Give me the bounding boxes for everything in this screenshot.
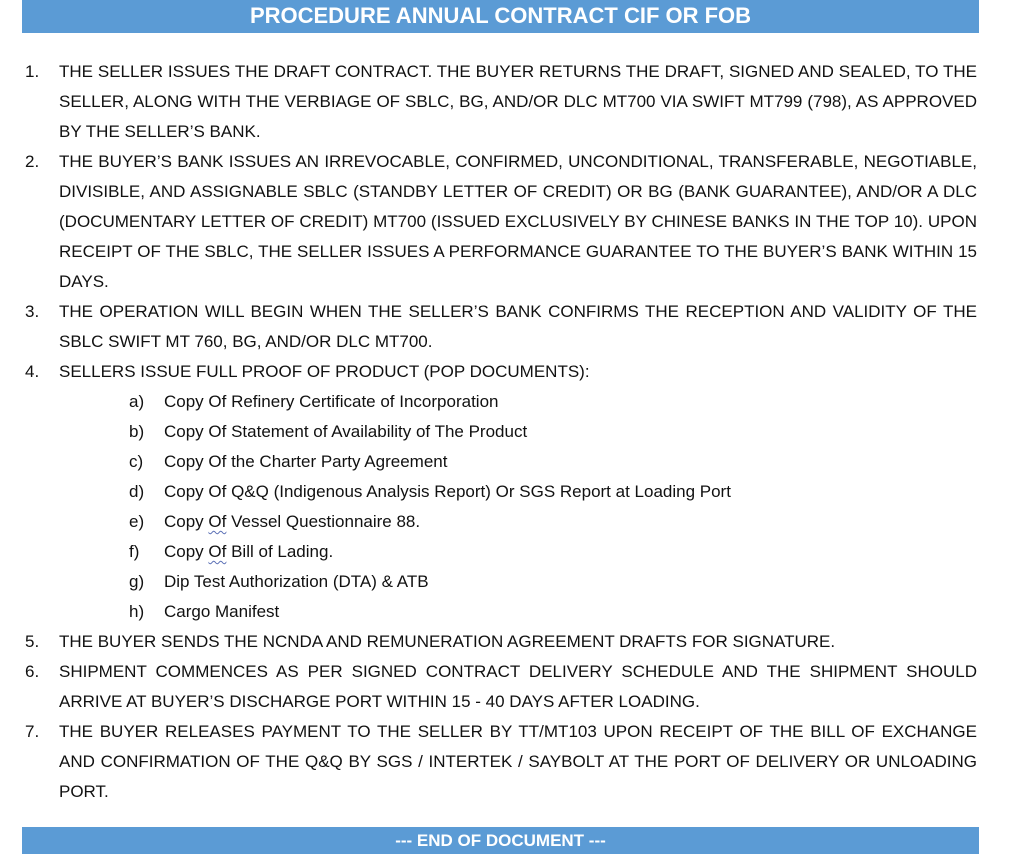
list-item [0,297,1024,357]
sub-list-item [0,477,1024,507]
spellcheck-flagged-word: Of [208,542,227,561]
sub-item-letter: b) [129,422,145,441]
sub-item-letter: c) [129,452,144,471]
sub-list-item [0,387,1024,417]
item-text: SELLERS ISSUE FULL PROOF OF PRODUCT (POP DOCUMENTS): [59,362,590,381]
list-item [0,147,1024,297]
list-item [0,717,1024,807]
sub-item-text-pre: Copy [164,542,209,561]
item-text: THE BUYER SENDS THE NCNDA AND REMUNERATION AGREEMENT DRAFTS FOR SIGNATURE. [59,632,836,651]
item-number: 5. [25,632,40,651]
sub-item-letter: h) [129,602,145,621]
item-number: 7. [25,722,40,741]
sub-list-item [0,417,1024,447]
list-item [0,657,1024,717]
sub-item-letter: f) [129,542,140,561]
sub-list-item [0,447,1024,477]
item-text: THE BUYER RELEASES PAYMENT TO THE SELLER BY TT/MT103 UPON RECEIPT OF THE BILL OF EXCHANGE AND CONFIRMATION OF THE Q&Q BY SGS / INTERTEK / SAYBOLT AT THE PORT OF DELIVERY OR UNLOADING PORT. [59,722,977,801]
sub-list-item [0,597,1024,627]
sub-item-letter: a) [129,392,145,411]
item-text: SHIPMENT COMMENCES AS PER SIGNED CONTRACT DELIVERY SCHEDULE AND THE SHIPMENT SHOULD ARRIVE AT BUYER’S DISCHARGE PORT WITHIN 15 - 40 DAYS AFTER LOADING. [59,662,977,711]
sub-item-text: Cargo Manifest [164,602,280,621]
sub-list-item [0,537,1024,567]
list-item [0,627,1024,657]
procedure-list [0,57,1024,807]
sub-item-letter: d) [129,482,145,501]
item-text: THE SELLER ISSUES THE DRAFT CONTRACT. THE BUYER RETURNS THE DRAFT, SIGNED AND SEALED, TO THE SELLER, ALONG WITH THE VERBIAGE OF SBLC, BG, AND/OR DLC MT700 VIA SWIFT MT799 (798), AS APPROVED BY THE SELLER’S BANK. [59,62,977,141]
sub-item-text-pre: Copy [164,512,209,531]
sub-item-text-post: Vessel Questionnaire 88. [226,512,421,531]
sub-item-text [164,507,420,537]
list-item [0,57,1024,147]
sub-item-letter: e) [129,512,145,531]
sub-item-text [164,537,333,567]
item-text: THE OPERATION WILL BEGIN WHEN THE SELLER’S BANK CONFIRMS THE RECEPTION AND VALIDITY OF THE SBLC SWIFT MT 760, BG, AND/OR DLC MT700. [59,302,977,351]
item-number: 3. [25,302,40,321]
sub-item-text: Dip Test Authorization (DTA) & ATB [164,572,429,591]
sub-item-text: Copy Of Statement of Availability of The Product [164,422,528,441]
sub-list-item [0,567,1024,597]
list-item [0,357,1024,387]
item-number: 6. [25,662,40,681]
sub-list-item [0,507,1024,537]
sub-item-text: Copy Of Q&Q (Indigenous Analysis Report) Or SGS Report at Loading Port [164,482,731,501]
sub-item-letter: g) [129,572,145,591]
document-title: PROCEDURE ANNUAL CONTRACT CIF OR FOB [22,0,979,33]
spellcheck-flagged-word: Of [208,512,227,531]
sub-item-text-post: Bill of Lading. [226,542,334,561]
end-of-document-footer: --- END OF DOCUMENT --- [22,827,979,854]
sub-item-text: Copy Of the Charter Party Agreement [164,452,448,471]
item-text: THE BUYER’S BANK ISSUES AN IRREVOCABLE, CONFIRMED, UNCONDITIONAL, TRANSFERABLE, NEGOTIABLE, DIVISIBLE, AND ASSIGNABLE SBLC (STANDBY LETTER OF CREDIT) OR BG (BANK GUARANTEE), AND/OR A DLC (DOCUMENTARY LETTER OF CREDIT) MT700 (ISSUED EXCLUSIVELY BY CHINESE BANKS IN THE TOP 10). UPON RECEIPT OF THE SBLC, THE SELLER ISSUES A PERFORMANCE GUARANTEE TO THE BUYER’S BANK WITHIN 15 DAYS. [59,152,977,291]
item-number: 1. [25,62,40,81]
sub-item-text: Copy Of Refinery Certificate of Incorporation [164,392,499,411]
item-number: 2. [25,152,40,171]
item-number: 4. [25,362,40,381]
